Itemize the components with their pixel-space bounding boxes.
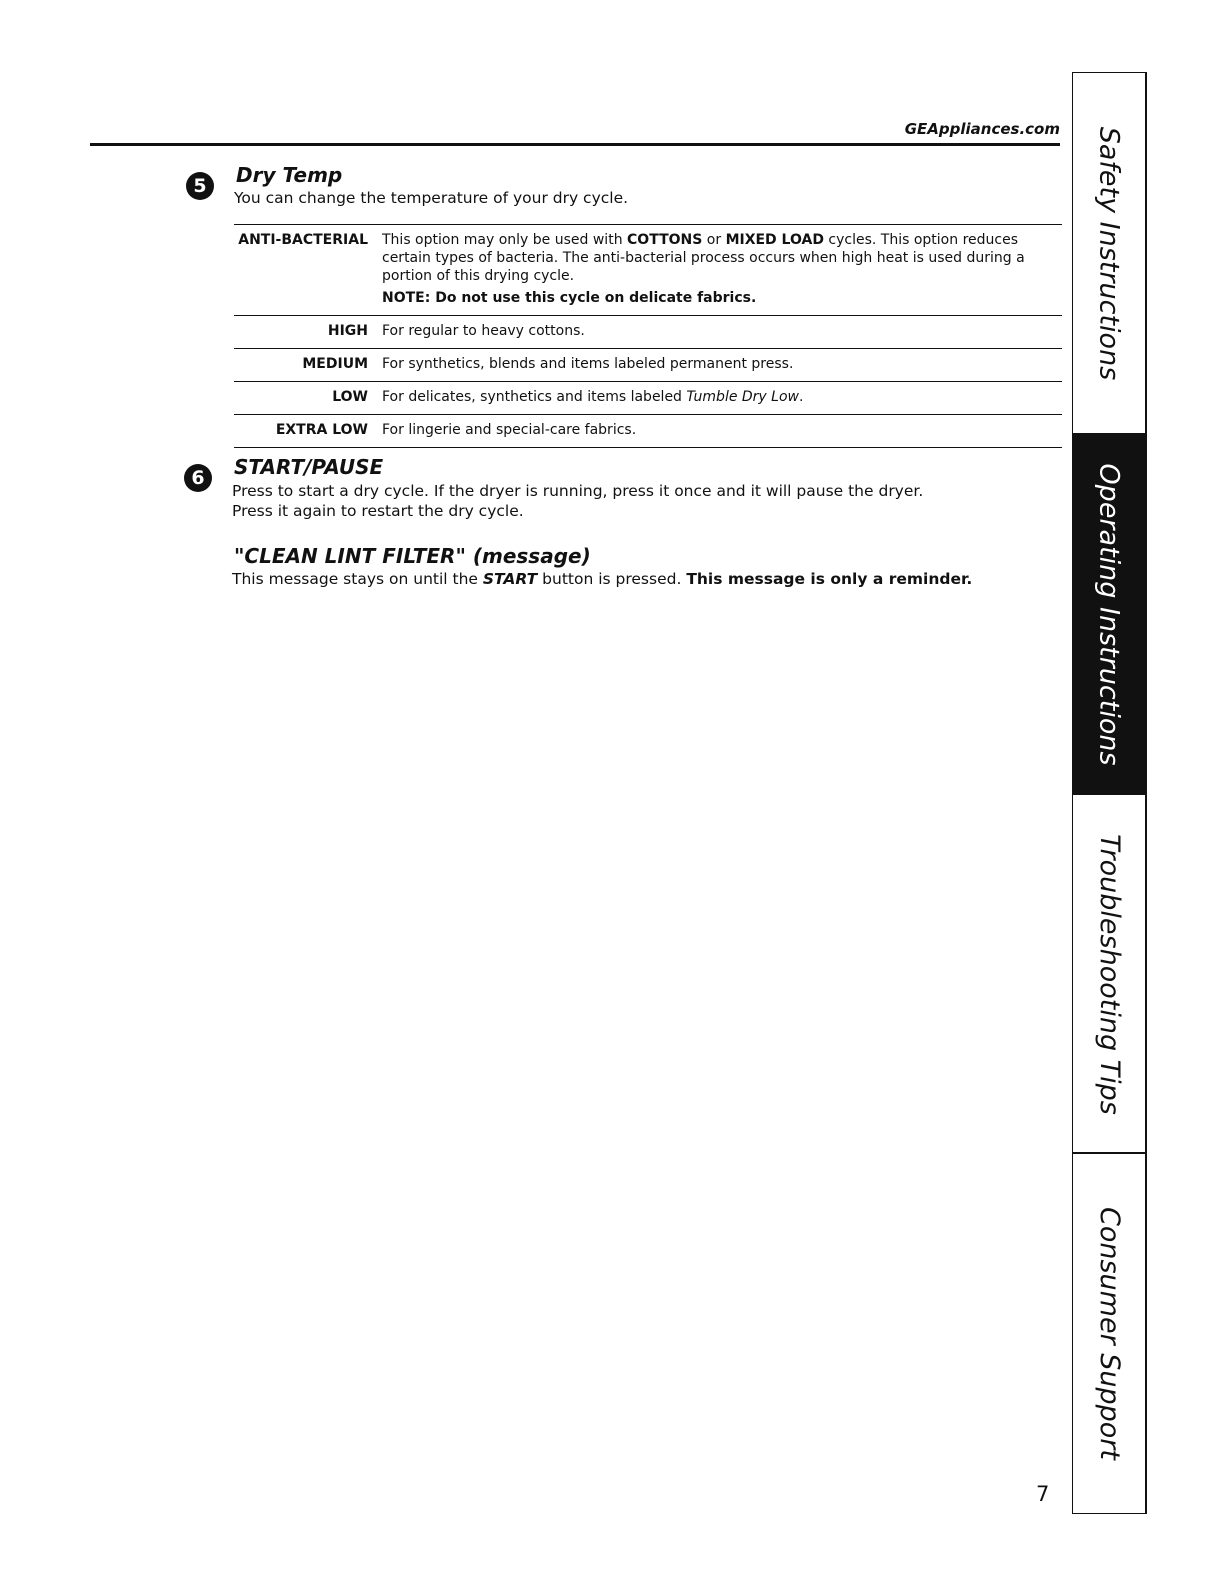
temp-label: EXTRA LOW: [234, 415, 382, 448]
cottons-label: COTTONS: [627, 232, 703, 248]
tab-label: Operating Instructions: [1093, 462, 1125, 766]
dry-temp-description: You can change the temperature of your dry cycle.: [234, 189, 629, 207]
dry-temp-heading: Dry Temp: [236, 163, 343, 187]
section-tabs: [1072, 72, 1147, 1514]
table-row: [234, 382, 1062, 415]
tab-label: Consumer Support: [1093, 1207, 1125, 1460]
table-row: [234, 225, 1062, 316]
table-row: [234, 316, 1062, 349]
tab-consumer-support[interactable]: [1073, 1154, 1145, 1513]
text-run: or: [702, 232, 726, 248]
reminder-text: This message is only a reminder.: [686, 570, 973, 588]
text-run: button is pressed.: [537, 570, 687, 588]
table-row: [234, 349, 1062, 382]
start-pause-heading: START/PAUSE: [234, 455, 384, 479]
header-rule: [90, 143, 1060, 146]
tab-label: Safety Instructions: [1093, 126, 1125, 380]
temp-description: For lingerie and special-care fabrics.: [382, 415, 1062, 448]
temp-description: [382, 225, 1062, 316]
text-run: .: [799, 389, 804, 405]
clean-lint-heading: "CLEAN LINT FILTER" (message): [234, 544, 591, 568]
tab-operating-instructions[interactable]: [1073, 433, 1145, 795]
text-run: cycles. This option reduces certain types of bacteria. The anti-bacterial process occurs when high heat is used during a portion of this drying cycle.: [382, 232, 1025, 284]
website-header: GEAppliances.com: [904, 120, 1060, 138]
tumble-dry-low-label: Tumble Dry Low: [686, 389, 799, 405]
table-row: [234, 415, 1062, 448]
tab-label: Troubleshooting Tips: [1093, 833, 1125, 1115]
temp-label: MEDIUM: [234, 349, 382, 382]
text-run: For delicates, synthetics and items labeled: [382, 389, 687, 405]
text-run: This message stays on until the: [232, 570, 483, 588]
step-number-badge: 6: [184, 464, 212, 492]
text-run: This option may only be used with: [382, 232, 628, 248]
clean-lint-text: [232, 569, 972, 589]
dry-temp-table: [234, 224, 1062, 448]
start-pause-line: Press it again to restart the dry cycle.: [232, 502, 524, 520]
temp-description: For regular to heavy cottons.: [382, 316, 1062, 349]
delicate-fabrics-note: NOTE: Do not use this cycle on delicate fabrics.: [382, 290, 757, 306]
page-number: 7: [1036, 1482, 1050, 1506]
start-pause-line: Press to start a dry cycle. If the dryer is running, press it once and it will pause the dryer.: [232, 482, 924, 500]
temp-label: HIGH: [234, 316, 382, 349]
temp-description: For synthetics, blends and items labeled permanent press.: [382, 349, 1062, 382]
start-pause-text: [232, 481, 923, 521]
temp-description: [382, 382, 1062, 415]
temp-label: ANTI-BACTERIAL: [234, 225, 382, 316]
mixed-load-label: MIXED LOAD: [725, 232, 824, 248]
step-number-badge: 5: [186, 172, 214, 200]
start-label: START: [482, 570, 538, 588]
tab-troubleshooting-tips[interactable]: [1073, 795, 1145, 1153]
temp-label: LOW: [234, 382, 382, 415]
tab-safety-instructions[interactable]: [1073, 73, 1145, 433]
